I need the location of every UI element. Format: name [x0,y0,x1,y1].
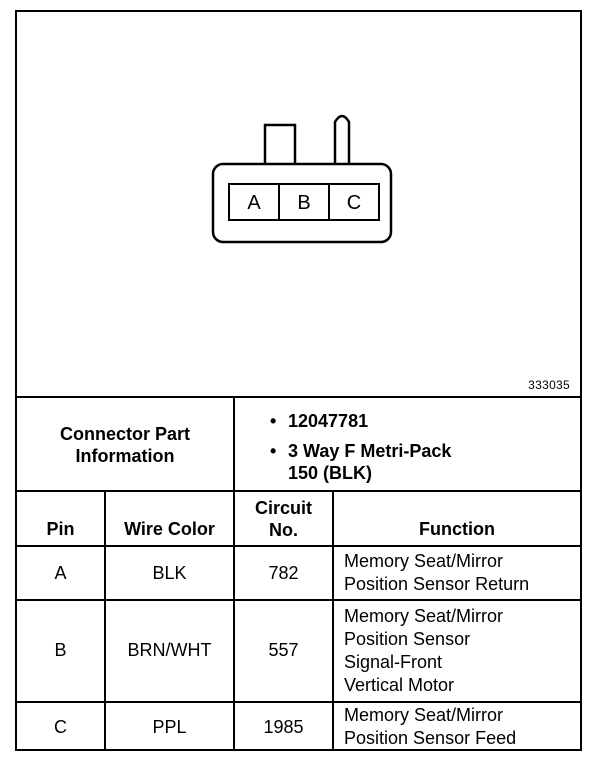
connector-latch-square [265,125,295,165]
function-line: Position Sensor Feed [344,728,517,748]
bullet-icon: • [270,441,277,461]
connector-latch-round [335,116,349,165]
row-b-function [334,601,580,700]
header-circuit-line2: No. [269,520,298,540]
pin-label-a: A [247,192,261,214]
row-a-wire-color: BLK [152,562,187,583]
function-line: Position Sensor [344,628,471,649]
connector-info-title-line1: Connector Part [59,424,191,444]
header-circuit-line1: Circuit [254,498,312,518]
function-line: Memory Seat/Mirror [344,705,504,725]
function-line: Position Sensor Return [344,574,530,594]
header-wire-color: Wire Color [124,519,215,539]
row-b-wire-color: BRN/WHT [127,640,212,660]
pin-label-b: B [297,192,311,214]
row-a-function [334,547,580,599]
row-b-circuit: 557 [268,640,299,660]
row-c-circuit: 1985 [263,716,304,737]
connector-info-label [17,398,233,492]
row-a-circuit: 782 [268,562,299,583]
function-line: Memory Seat/Mirror [344,605,504,626]
row-b-pin: B [54,640,67,660]
divider [233,398,235,492]
row-c-wire-color: PPL [152,716,187,737]
part-number: 12047781 [288,411,369,431]
connector-drawing [17,12,580,398]
connector-description-line1: 3 Way F Metri-Pack [288,441,452,461]
connector-info-details [270,410,451,484]
connector-diagram [17,12,580,398]
row-c-function [334,703,580,751]
connector-description-line2: 150 (BLK) [288,463,373,483]
header-circuit [235,492,332,546]
connector-info-title-line2: Information [75,446,175,466]
pin-label-c: C [346,192,362,214]
row-a-pin: A [54,562,67,583]
function-line: Vertical Motor [344,674,455,695]
function-line: Memory Seat/Mirror [344,551,504,571]
bullet-icon: • [270,411,277,431]
header-pin: Pin [46,519,75,539]
connector-sheet [15,10,582,751]
row-c-pin: C [54,716,67,737]
header-function: Function [419,519,495,539]
function-line: Signal-Front [344,651,443,672]
figure-id: 333035 [528,378,570,392]
